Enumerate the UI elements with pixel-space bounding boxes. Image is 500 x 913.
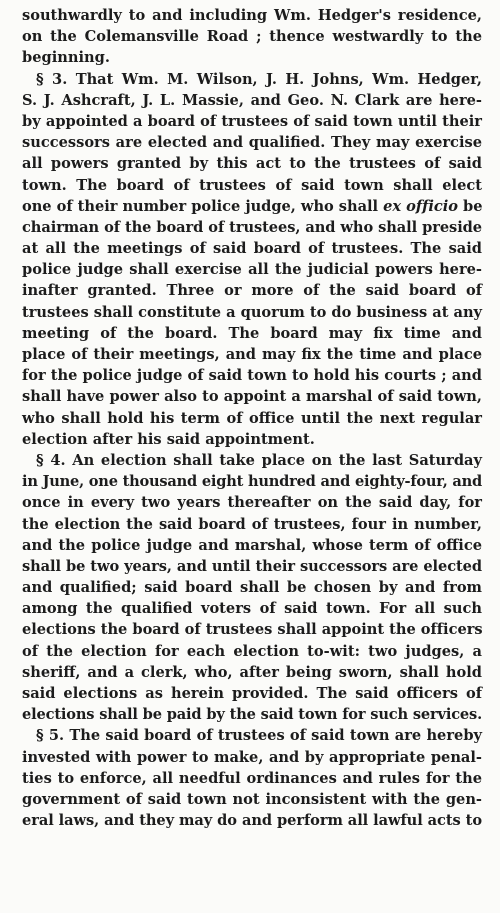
text-line: at all the meetings of said board of trustees. The said	[22, 240, 482, 258]
text-line: all powers granted by this act to the trustees of said	[22, 155, 482, 173]
text-line: in June, one thousand eight hundred and eighty-four, and	[22, 473, 483, 491]
text-line: of the election for each election to-wit: two judges, a	[22, 642, 482, 660]
document-body-text	[22, 5, 482, 831]
text-line: once in every two years thereafter on the said day, for	[22, 494, 482, 512]
text-line: § 4. An election shall take place on the last Saturday	[36, 451, 482, 469]
text-line: trustees shall constitute a quorum to do business at any	[22, 303, 483, 321]
text-line: ties to enforce, all needful ordinances and rules for the	[22, 769, 482, 787]
italic-phrase: ex officio	[383, 197, 458, 215]
text-line: shall have power also to appoint a marshal of said town,	[22, 388, 482, 406]
text-line: sheriff, and a clerk, who, after being sworn, shall hold	[22, 663, 482, 681]
text-line: by appointed a board of trustees of said town until their	[22, 112, 482, 130]
text-line: invested with power to make, and by appropriate penal-	[22, 748, 482, 766]
text-line: § 5. The said board of trustees of said town are hereby	[36, 727, 482, 745]
text-line: election after his said appointment.	[22, 430, 315, 448]
text-line: successors are elected and qualified. They may exercise	[22, 134, 482, 152]
text-line: place of their meetings, and may fix the time and place	[22, 346, 482, 363]
text-line: and the police judge and marshal, whose term of office	[22, 536, 482, 554]
text-line: elections the board of trustees shall appoint the officers	[22, 621, 483, 639]
text-line: town. The board of trustees of said town shall elect	[22, 176, 482, 194]
text-line: elections shall be paid by the said town for such services.	[22, 706, 482, 724]
text-line: and qualified; said board shall be chosen by and from	[22, 579, 482, 597]
text-line: S. J. Ashcraft, J. L. Massie, and Geo. N. Clark are here-	[22, 91, 482, 109]
text-line: for the police judge of said town to hold his courts ; and	[22, 367, 482, 385]
text-line: beginning.	[22, 49, 110, 67]
text-line: chairman of the board of trustees, and who shall preside	[22, 218, 483, 236]
text-line: police judge shall exercise all the judicial powers here-	[22, 261, 482, 279]
text-line: one of their number police judge, who shall ex officio be	[22, 197, 483, 215]
text-line: who shall hold his term of office until the next regular	[22, 409, 482, 427]
text-line: shall be two years, and until their successors are elected	[22, 557, 482, 575]
text-line: southwardly to and including Wm. Hedger's residence,	[22, 7, 482, 24]
text-line: on the Colemansville Road ; thence westwardly to the	[22, 28, 482, 46]
text-line: said elections as herein provided. The said officers of	[22, 685, 482, 702]
text-line: meeting of the board. The board may fix time and	[22, 324, 482, 342]
text-line: among the qualified voters of said town. For all such	[22, 600, 482, 618]
text-line: § 3. That Wm. M. Wilson, J. H. Johns, Wm. Hedger,	[36, 70, 482, 88]
text-line: government of said town not inconsistent with the gen-	[22, 790, 482, 808]
text-line: eral laws, and they may do and perform all lawful acts to	[22, 812, 482, 830]
text-line: inafter granted. Three or more of the said board of	[22, 282, 482, 300]
text-line: the election the said board of trustees, four in number,	[22, 515, 482, 533]
